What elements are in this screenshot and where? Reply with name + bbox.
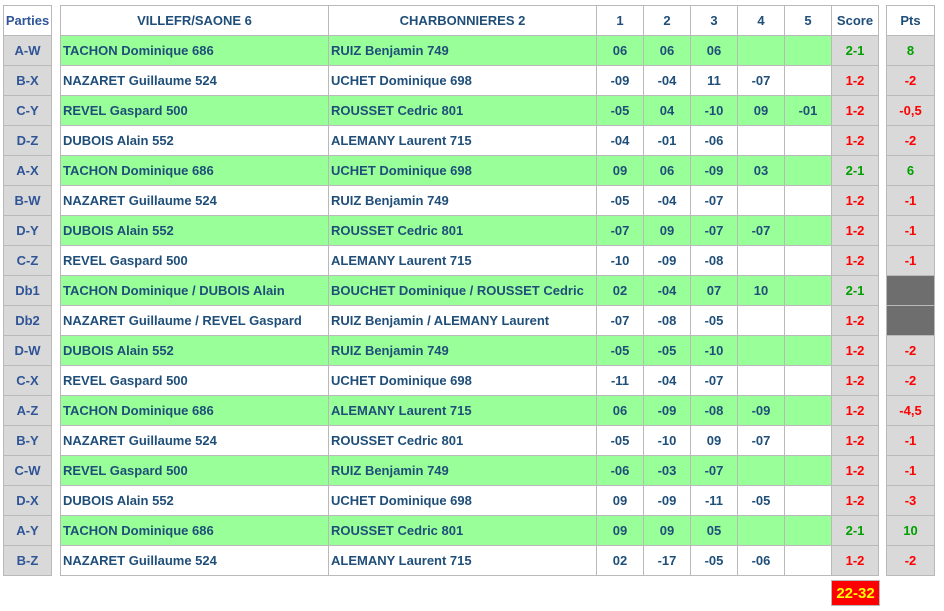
party-code: B-X xyxy=(4,66,52,96)
match-score: 1-2 xyxy=(832,366,879,396)
points-value: -2 xyxy=(887,66,935,96)
set-score: 10 xyxy=(738,276,785,306)
set-score xyxy=(738,186,785,216)
table-row xyxy=(61,126,879,156)
team1-player: NAZARET Guillaume 524 xyxy=(61,546,329,576)
set-score: -07 xyxy=(691,456,738,486)
party-code: C-Z xyxy=(4,246,52,276)
set-score xyxy=(785,36,832,66)
set-score: -03 xyxy=(644,456,691,486)
team2-player: RUIZ Benjamin 749 xyxy=(329,186,597,216)
team1-header: VILLEFR/SAONE 6 xyxy=(61,6,329,36)
team2-player: ALEMANY Laurent 715 xyxy=(329,126,597,156)
table-row xyxy=(61,546,879,576)
match-score: 1-2 xyxy=(832,546,879,576)
points-value: -1 xyxy=(887,426,935,456)
set-score xyxy=(785,456,832,486)
set-score: -08 xyxy=(691,246,738,276)
set-score: -07 xyxy=(691,216,738,246)
points-value: -1 xyxy=(887,456,935,486)
team2-player: ROUSSET Cedric 801 xyxy=(329,216,597,246)
set-score: -06 xyxy=(738,546,785,576)
party-code: D-Y xyxy=(4,216,52,246)
team1-player: REVEL Gaspard 500 xyxy=(61,366,329,396)
set-score: 04 xyxy=(644,96,691,126)
set-score: -04 xyxy=(644,366,691,396)
team2-header: CHARBONNIERES 2 xyxy=(329,6,597,36)
match-score: 1-2 xyxy=(832,306,879,336)
team2-player: ALEMANY Laurent 715 xyxy=(329,396,597,426)
set-score xyxy=(738,516,785,546)
set-score xyxy=(785,156,832,186)
set-score: -10 xyxy=(597,246,644,276)
set-score: -06 xyxy=(691,126,738,156)
table-row xyxy=(61,186,879,216)
set-score xyxy=(785,486,832,516)
team2-player: UCHET Dominique 698 xyxy=(329,366,597,396)
set-score: -05 xyxy=(597,426,644,456)
team1-player: DUBOIS Alain 552 xyxy=(61,336,329,366)
team2-player: RUIZ Benjamin 749 xyxy=(329,456,597,486)
set-score xyxy=(785,546,832,576)
table-row xyxy=(61,486,879,516)
table-row xyxy=(61,276,879,306)
match-score: 2-1 xyxy=(832,36,879,66)
set-score: -09 xyxy=(691,156,738,186)
table-row xyxy=(61,216,879,246)
table-row xyxy=(61,156,879,186)
set-score: -04 xyxy=(644,276,691,306)
team2-player: RUIZ Benjamin / ALEMANY Laurent xyxy=(329,306,597,336)
set-score: 02 xyxy=(597,546,644,576)
set-score: 09 xyxy=(644,516,691,546)
parties-header: Parties xyxy=(4,6,52,36)
set-score xyxy=(785,66,832,96)
points-value xyxy=(887,276,935,306)
set2-header: 2 xyxy=(644,6,691,36)
team1-player: NAZARET Guillaume / REVEL Gaspard xyxy=(61,306,329,336)
set-score xyxy=(785,216,832,246)
match-score: 1-2 xyxy=(832,96,879,126)
set-score: 02 xyxy=(597,276,644,306)
set-score: -10 xyxy=(644,426,691,456)
set-score: -04 xyxy=(644,186,691,216)
set-score xyxy=(785,126,832,156)
team2-player: UCHET Dominique 698 xyxy=(329,156,597,186)
team1-player: TACHON Dominique 686 xyxy=(61,36,329,66)
party-code: C-W xyxy=(4,456,52,486)
table-row xyxy=(61,366,879,396)
party-code: C-Y xyxy=(4,96,52,126)
team1-player: NAZARET Guillaume 524 xyxy=(61,186,329,216)
set-score: -07 xyxy=(738,216,785,246)
set-score xyxy=(738,246,785,276)
set-score: -11 xyxy=(691,486,738,516)
points-value: 6 xyxy=(887,156,935,186)
team1-player: TACHON Dominique / DUBOIS Alain xyxy=(61,276,329,306)
set-score xyxy=(785,366,832,396)
match-score: 1-2 xyxy=(832,456,879,486)
set1-header: 1 xyxy=(597,6,644,36)
set-score: 09 xyxy=(597,486,644,516)
table-row xyxy=(61,36,879,66)
set-score xyxy=(785,246,832,276)
party-code: B-Z xyxy=(4,546,52,576)
set-score: -07 xyxy=(597,216,644,246)
set-score: 06 xyxy=(644,36,691,66)
match-score: 1-2 xyxy=(832,336,879,366)
set-score: -07 xyxy=(691,186,738,216)
set-score xyxy=(785,306,832,336)
team2-player: UCHET Dominique 698 xyxy=(329,66,597,96)
set-score: 06 xyxy=(597,36,644,66)
team1-player: NAZARET Guillaume 524 xyxy=(61,66,329,96)
match-score: 1-2 xyxy=(832,66,879,96)
set-score: -04 xyxy=(644,66,691,96)
match-score: 1-2 xyxy=(832,426,879,456)
set-score: -05 xyxy=(691,306,738,336)
points-value: -2 xyxy=(887,126,935,156)
set-score xyxy=(738,36,785,66)
set-score: -07 xyxy=(738,66,785,96)
points-value xyxy=(887,306,935,336)
points-value: 8 xyxy=(887,36,935,66)
set-score: -07 xyxy=(597,306,644,336)
set-score: 09 xyxy=(738,96,785,126)
set-score xyxy=(738,366,785,396)
party-code: A-Z xyxy=(4,396,52,426)
set-score: -17 xyxy=(644,546,691,576)
points-value: 10 xyxy=(887,516,935,546)
set-score: -05 xyxy=(691,546,738,576)
table-row xyxy=(61,516,879,546)
points-column xyxy=(886,5,935,576)
team2-player: ALEMANY Laurent 715 xyxy=(329,246,597,276)
set-score: -10 xyxy=(691,336,738,366)
set-score: 03 xyxy=(738,156,785,186)
set-score xyxy=(738,336,785,366)
party-code: D-W xyxy=(4,336,52,366)
set4-header: 4 xyxy=(738,6,785,36)
points-value: -0,5 xyxy=(887,96,935,126)
table-row xyxy=(61,426,879,456)
set-score: -01 xyxy=(644,126,691,156)
set-score xyxy=(785,186,832,216)
set-score: -04 xyxy=(597,126,644,156)
points-value: -1 xyxy=(887,246,935,276)
team2-player: ALEMANY Laurent 715 xyxy=(329,546,597,576)
team2-player: ROUSSET Cedric 801 xyxy=(329,426,597,456)
table-row xyxy=(61,96,879,126)
table-row xyxy=(61,66,879,96)
team2-player: ROUSSET Cedric 801 xyxy=(329,516,597,546)
set-score: -01 xyxy=(785,96,832,126)
team1-player: REVEL Gaspard 500 xyxy=(61,246,329,276)
table-row xyxy=(61,396,879,426)
points-value: -2 xyxy=(887,336,935,366)
set-score: -08 xyxy=(644,306,691,336)
set5-header: 5 xyxy=(785,6,832,36)
team2-player: UCHET Dominique 698 xyxy=(329,486,597,516)
team1-player: TACHON Dominique 686 xyxy=(61,396,329,426)
set-score: 09 xyxy=(597,156,644,186)
team1-player: REVEL Gaspard 500 xyxy=(61,456,329,486)
set-score: -10 xyxy=(691,96,738,126)
parties-column xyxy=(3,5,52,576)
match-score: 1-2 xyxy=(832,126,879,156)
team2-player: ROUSSET Cedric 801 xyxy=(329,96,597,126)
set-score: -09 xyxy=(644,396,691,426)
total-score: 22-32 xyxy=(831,580,880,606)
set-score: -05 xyxy=(738,486,785,516)
score-header: Score xyxy=(832,6,879,36)
set-score: -09 xyxy=(597,66,644,96)
points-value: -2 xyxy=(887,546,935,576)
set-score: 09 xyxy=(597,516,644,546)
set-score: 09 xyxy=(691,426,738,456)
match-table xyxy=(60,5,879,576)
set-score: -05 xyxy=(597,96,644,126)
team1-player: TACHON Dominique 686 xyxy=(61,516,329,546)
set-score: -05 xyxy=(597,336,644,366)
table-row xyxy=(61,336,879,366)
points-value: -3 xyxy=(887,486,935,516)
match-score: 1-2 xyxy=(832,216,879,246)
team1-player: DUBOIS Alain 552 xyxy=(61,126,329,156)
party-code: A-Y xyxy=(4,516,52,546)
set-score: -06 xyxy=(597,456,644,486)
party-code: Db1 xyxy=(4,276,52,306)
party-code: A-X xyxy=(4,156,52,186)
set-score xyxy=(738,126,785,156)
set-score: -08 xyxy=(691,396,738,426)
party-code: D-Z xyxy=(4,126,52,156)
match-score: 2-1 xyxy=(832,516,879,546)
team2-player: BOUCHET Dominique / ROUSSET Cedric xyxy=(329,276,597,306)
party-code: Db2 xyxy=(4,306,52,336)
points-value: -2 xyxy=(887,366,935,396)
team2-player: RUIZ Benjamin 749 xyxy=(329,336,597,366)
match-score: 2-1 xyxy=(832,156,879,186)
points-value: -1 xyxy=(887,186,935,216)
set-score xyxy=(785,516,832,546)
set-score: 06 xyxy=(644,156,691,186)
set-score xyxy=(738,456,785,486)
match-score: 2-1 xyxy=(832,276,879,306)
table-row xyxy=(61,246,879,276)
team1-player: TACHON Dominique 686 xyxy=(61,156,329,186)
party-code: A-W xyxy=(4,36,52,66)
pts-header: Pts xyxy=(887,6,935,36)
table-row xyxy=(61,306,879,336)
match-score: 1-2 xyxy=(832,396,879,426)
set-score xyxy=(738,306,785,336)
points-value: -4,5 xyxy=(887,396,935,426)
set-score: -09 xyxy=(738,396,785,426)
set-score: -05 xyxy=(644,336,691,366)
match-score: 1-2 xyxy=(832,246,879,276)
set3-header: 3 xyxy=(691,6,738,36)
set-score: 05 xyxy=(691,516,738,546)
set-score: 06 xyxy=(597,396,644,426)
set-score: -09 xyxy=(644,486,691,516)
points-value: -1 xyxy=(887,216,935,246)
match-score: 1-2 xyxy=(832,186,879,216)
set-score: 06 xyxy=(691,36,738,66)
header-row xyxy=(61,6,879,36)
set-score: -05 xyxy=(597,186,644,216)
set-score: -07 xyxy=(691,366,738,396)
set-score: -11 xyxy=(597,366,644,396)
set-score xyxy=(785,276,832,306)
party-code: C-X xyxy=(4,366,52,396)
set-score: 11 xyxy=(691,66,738,96)
party-code: D-X xyxy=(4,486,52,516)
set-score: 07 xyxy=(691,276,738,306)
team1-player: REVEL Gaspard 500 xyxy=(61,96,329,126)
team1-player: DUBOIS Alain 552 xyxy=(61,486,329,516)
set-score xyxy=(785,396,832,426)
party-code: B-W xyxy=(4,186,52,216)
party-code: B-Y xyxy=(4,426,52,456)
set-score: -07 xyxy=(738,426,785,456)
table-row xyxy=(61,456,879,486)
team1-player: DUBOIS Alain 552 xyxy=(61,216,329,246)
set-score xyxy=(785,426,832,456)
set-score: 09 xyxy=(644,216,691,246)
team1-player: NAZARET Guillaume 524 xyxy=(61,426,329,456)
set-score: -09 xyxy=(644,246,691,276)
set-score xyxy=(785,336,832,366)
team2-player: RUIZ Benjamin 749 xyxy=(329,36,597,66)
match-score: 1-2 xyxy=(832,486,879,516)
